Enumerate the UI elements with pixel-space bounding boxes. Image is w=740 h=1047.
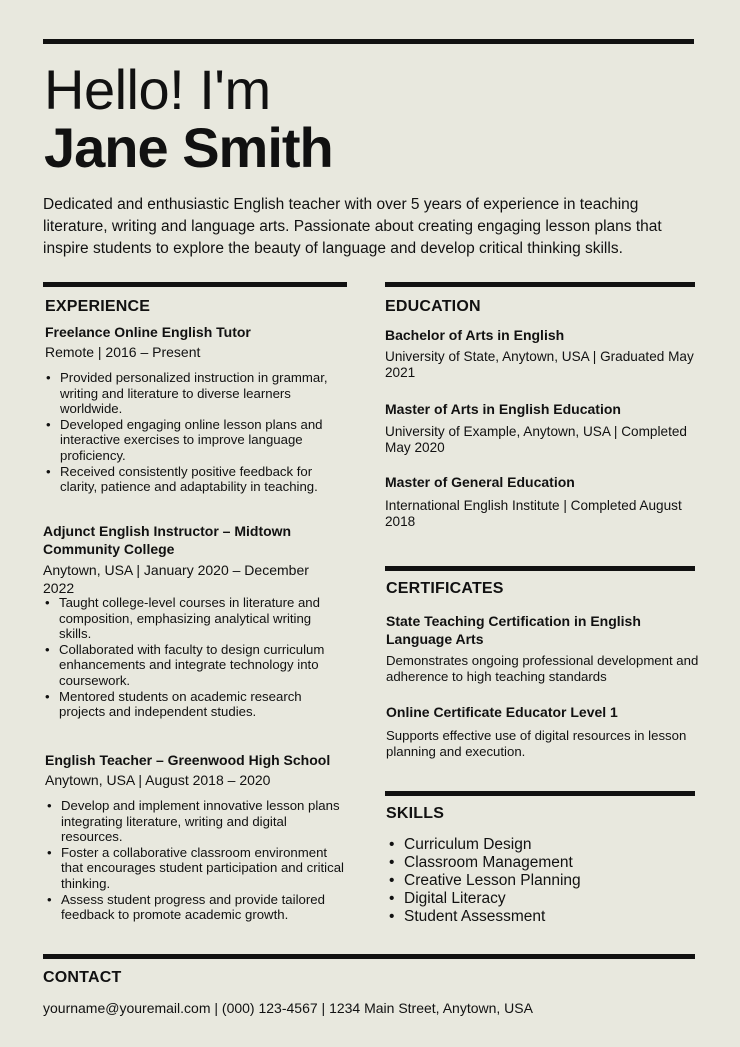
job-title: Adjunct English Instructor – Midtown Community College <box>43 523 292 557</box>
degree-title: Master of General Education <box>385 474 575 490</box>
job-entry <box>45 323 345 361</box>
skills-heading: SKILLS <box>386 805 445 822</box>
degree-title: Bachelor of Arts in English <box>385 327 565 343</box>
job-meta: Anytown, USA | January 2020 – December 2022 <box>43 562 309 596</box>
job-title: English Teacher – Greenwood High School <box>45 752 331 768</box>
degree-detail: International English Institute | Completed August 2018 <box>385 498 682 529</box>
degree-detail: University of State, Anytown, USA | Graduated May 2021 <box>385 349 694 380</box>
job-meta: Remote | 2016 – Present <box>45 344 201 360</box>
list-item: • Foster a collaborative classroom environment that encourages student participation and critical thinking. <box>45 845 345 892</box>
job-bullets <box>44 370 344 495</box>
job-entry <box>45 751 345 789</box>
job-title: Freelance Online English Tutor <box>45 324 251 340</box>
list-item: • Provided personalized instruction in grammar, writing and literature to diverse learners worldwide. <box>44 370 344 417</box>
experience-heading: EXPERIENCE <box>45 298 151 315</box>
profile-summary: Dedicated and enthusiastic English teacher with over 5 years of experience in teaching literature, writing and language arts. Passionate about creating engaging lesson plans that inspire students to explore the beauty of language and develop critical thinking skills. <box>43 196 662 257</box>
experience-divider <box>43 282 347 287</box>
list-item: • Curriculum Design <box>386 836 686 854</box>
top-divider <box>43 39 694 44</box>
education-entry <box>385 400 700 456</box>
job-bullets <box>45 798 345 923</box>
contact-heading: CONTACT <box>43 969 122 986</box>
degree-title: Master of Arts in English Education <box>385 401 621 417</box>
education-heading: EDUCATION <box>385 298 481 315</box>
certificate-name: State Teaching Certification in English Language Arts <box>386 613 641 647</box>
certificate-name: Online Certificate Educator Level 1 <box>386 704 618 720</box>
degree-detail: University of Example, Anytown, USA | Completed May 2020 <box>385 424 687 455</box>
list-item: • Mentored students on academic research projects and independent studies. <box>43 689 343 720</box>
education-divider <box>385 282 695 287</box>
list-item: • Develop and implement innovative lesson plans integrating literature, writing and digital resources. <box>45 798 345 845</box>
education-entry <box>385 473 700 530</box>
skills-divider <box>385 791 695 796</box>
job-meta: Anytown, USA | August 2018 – 2020 <box>45 772 271 788</box>
list-item: • Collaborated with faculty to design curriculum enhancements and integrate technology into coursework. <box>43 642 343 689</box>
education-entry <box>385 326 700 381</box>
list-item: • Received consistently positive feedback for clarity, patience and adaptability in teaching. <box>44 464 344 495</box>
list-item: • Assess student progress and provide tailored feedback to promote academic growth. <box>45 892 345 923</box>
certificate-detail: Demonstrates ongoing professional development and adherence to high teaching standards <box>386 653 699 684</box>
certificate-detail: Supports effective use of digital resources in lesson planning and execution. <box>386 728 687 759</box>
list-item: • Digital Literacy <box>386 890 686 908</box>
list-item: • Student Assessment <box>386 908 686 926</box>
skills-list <box>386 836 686 926</box>
greeting: Hello! I'm <box>44 58 271 121</box>
contact-details: yourname@youremail.com | (000) 123-4567 | 1234 Main Street, Anytown, USA <box>43 1000 533 1016</box>
certificates-heading: CERTIFICATES <box>386 580 504 597</box>
list-item: • Taught college-level courses in literature and composition, emphasizing analytical writing skills. <box>43 595 343 642</box>
full-name: Jane Smith <box>44 116 333 179</box>
certificate-entry <box>386 612 701 685</box>
list-item: • Classroom Management <box>386 854 686 872</box>
job-entry <box>43 522 343 597</box>
list-item: • Developed engaging online lesson plans and interactive exercises to improve language proficiency. <box>44 417 344 464</box>
contact-divider <box>43 954 695 959</box>
certificate-entry <box>386 703 701 760</box>
job-bullets <box>43 595 343 720</box>
certificates-divider <box>385 566 695 571</box>
list-item: • Creative Lesson Planning <box>386 872 686 890</box>
